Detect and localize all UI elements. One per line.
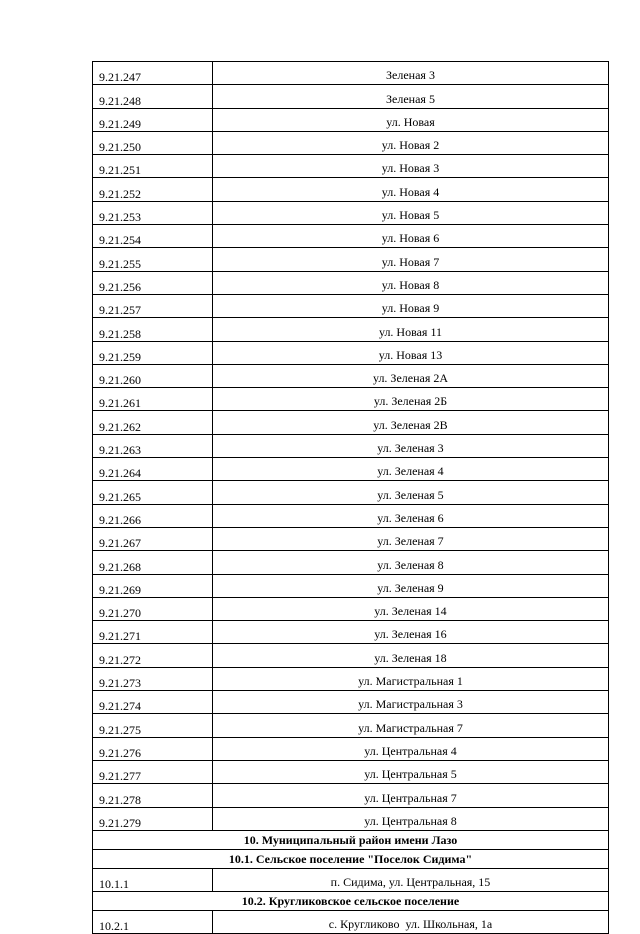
row-address: ул. Новая 8 <box>213 271 609 294</box>
table-row <box>93 85 609 108</box>
section-heading: 10. Муниципальный район имени Лазо <box>93 830 609 849</box>
table-row <box>93 691 609 714</box>
row-code: 9.21.253 <box>93 201 213 224</box>
row-address: ул. Зеленая 14 <box>213 597 609 620</box>
table-row <box>93 527 609 550</box>
table-row <box>93 597 609 620</box>
table-row <box>93 225 609 248</box>
table-row <box>93 737 609 760</box>
table-row <box>93 411 609 434</box>
row-address: ул. Зеленая 7 <box>213 527 609 550</box>
table-row <box>93 644 609 667</box>
table-row <box>93 364 609 387</box>
table-row <box>93 551 609 574</box>
address-table <box>92 61 609 934</box>
row-address: ул. Новая 5 <box>213 201 609 224</box>
row-address: ул. Зеленая 16 <box>213 621 609 644</box>
table-row <box>93 481 609 504</box>
section-heading-row <box>93 830 609 849</box>
table-row <box>93 318 609 341</box>
row-address: ул. Новая 3 <box>213 155 609 178</box>
row-code: 9.21.264 <box>93 458 213 481</box>
row-address: ул. Магистральная 1 <box>213 667 609 690</box>
row-address: Зеленая 5 <box>213 85 609 108</box>
row-code: 9.21.279 <box>93 807 213 830</box>
row-address: ул. Зеленая 2Б <box>213 388 609 411</box>
row-code: 9.21.267 <box>93 527 213 550</box>
row-code: 9.21.247 <box>93 62 213 85</box>
row-address: с. Кругликово ул. Школьная, 1а <box>213 911 609 934</box>
row-address: п. Сидима, ул. Центральная, 15 <box>213 868 609 891</box>
table-row <box>93 807 609 830</box>
table-row <box>93 667 609 690</box>
table-row <box>93 62 609 85</box>
row-address: ул. Новая <box>213 108 609 131</box>
row-address: ул. Зеленая 5 <box>213 481 609 504</box>
row-address: ул. Зеленая 4 <box>213 458 609 481</box>
row-code: 9.21.277 <box>93 760 213 783</box>
row-code: 9.21.269 <box>93 574 213 597</box>
row-code: 9.21.249 <box>93 108 213 131</box>
row-address: ул. Зеленая 2А <box>213 364 609 387</box>
table-row <box>93 868 609 891</box>
table-row <box>93 911 609 934</box>
row-code: 10.2.1 <box>93 911 213 934</box>
table-row <box>93 248 609 271</box>
row-address: Зеленая 3 <box>213 62 609 85</box>
row-address: ул. Новая 2 <box>213 131 609 154</box>
row-address: ул. Новая 6 <box>213 225 609 248</box>
row-address: ул. Новая 11 <box>213 318 609 341</box>
table-row <box>93 434 609 457</box>
row-code: 9.21.258 <box>93 318 213 341</box>
subsection-heading-row <box>93 849 609 868</box>
table-row <box>93 131 609 154</box>
row-code: 9.21.257 <box>93 294 213 317</box>
row-address: ул. Зеленая 6 <box>213 504 609 527</box>
table-row <box>93 294 609 317</box>
row-code: 9.21.274 <box>93 691 213 714</box>
row-code: 9.21.259 <box>93 341 213 364</box>
row-code: 9.21.261 <box>93 388 213 411</box>
row-code: 9.21.272 <box>93 644 213 667</box>
row-address: ул. Зеленая 18 <box>213 644 609 667</box>
row-address: ул. Центральная 8 <box>213 807 609 830</box>
row-address: ул. Новая 13 <box>213 341 609 364</box>
table-row <box>93 760 609 783</box>
row-code: 9.21.262 <box>93 411 213 434</box>
table-row <box>93 201 609 224</box>
table-row <box>93 504 609 527</box>
row-code: 10.1.1 <box>93 868 213 891</box>
table-row <box>93 388 609 411</box>
subsection-heading-row <box>93 892 609 911</box>
row-address: ул. Зеленая 8 <box>213 551 609 574</box>
row-address: ул. Новая 7 <box>213 248 609 271</box>
row-address: ул. Зеленая 9 <box>213 574 609 597</box>
row-code: 9.21.248 <box>93 85 213 108</box>
row-code: 9.21.256 <box>93 271 213 294</box>
row-code: 9.21.263 <box>93 434 213 457</box>
row-code: 9.21.273 <box>93 667 213 690</box>
table-row <box>93 341 609 364</box>
row-code: 9.21.260 <box>93 364 213 387</box>
row-address: ул. Новая 4 <box>213 178 609 201</box>
table-row <box>93 178 609 201</box>
table-row <box>93 784 609 807</box>
row-address: ул. Новая 9 <box>213 294 609 317</box>
table-row <box>93 108 609 131</box>
table-row <box>93 621 609 644</box>
table-row <box>93 714 609 737</box>
row-address: ул. Зеленая 3 <box>213 434 609 457</box>
row-code: 9.21.255 <box>93 248 213 271</box>
subsection-heading: 10.2. Кругликовское сельское поселение <box>93 892 609 911</box>
row-code: 9.21.251 <box>93 155 213 178</box>
row-address: ул. Зеленая 2В <box>213 411 609 434</box>
row-code: 9.21.265 <box>93 481 213 504</box>
row-address: ул. Центральная 4 <box>213 737 609 760</box>
table-row <box>93 271 609 294</box>
row-address: ул. Магистральная 3 <box>213 691 609 714</box>
row-code: 9.21.276 <box>93 737 213 760</box>
table-row <box>93 458 609 481</box>
row-address: ул. Центральная 5 <box>213 760 609 783</box>
row-address: ул. Магистральная 7 <box>213 714 609 737</box>
table-row <box>93 574 609 597</box>
row-code: 9.21.275 <box>93 714 213 737</box>
table-row <box>93 155 609 178</box>
row-code: 9.21.268 <box>93 551 213 574</box>
subsection-heading: 10.1. Сельское поселение "Поселок Сидима" <box>93 849 609 868</box>
row-code: 9.21.278 <box>93 784 213 807</box>
row-code: 9.21.270 <box>93 597 213 620</box>
row-code: 9.21.266 <box>93 504 213 527</box>
row-code: 9.21.254 <box>93 225 213 248</box>
row-code: 9.21.271 <box>93 621 213 644</box>
row-code: 9.21.252 <box>93 178 213 201</box>
row-address: ул. Центральная 7 <box>213 784 609 807</box>
row-code: 9.21.250 <box>93 131 213 154</box>
